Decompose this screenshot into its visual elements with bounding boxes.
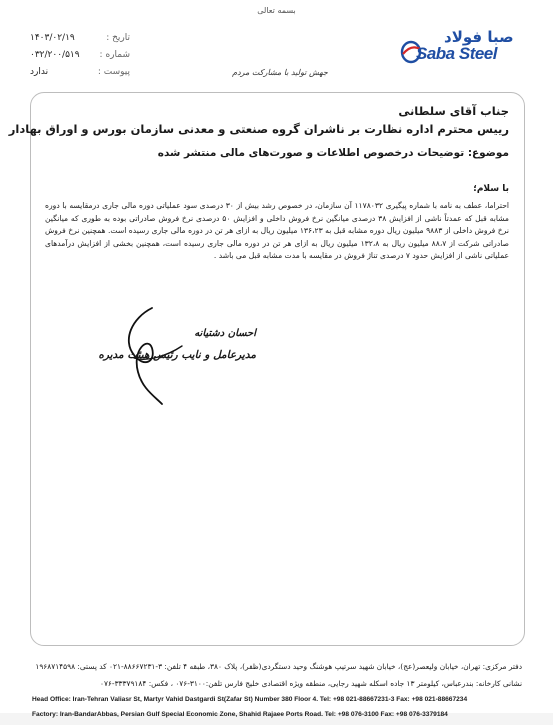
footer-hq-en: Head Office: Iran-Tehran Valiasr St, Martyr Vahid Dastgardi St(Zafar St) Number 380 Floor 4. Tel: +98 021-88667231-3 Fax: +98 021-88667234 [32, 696, 468, 703]
addressee-title: رییس محترم اداره نظارت بر ناشران گروه صنعتی و معدنی سازمان بورس و اوراق بهادار [8, 122, 509, 136]
greeting: با سلام؛ [473, 184, 509, 194]
footer-factory-fa: نشانی کارخانه: بندرعباس، کیلومتر ۱۳ جاده اسکله شهید رجایی، منطقه ویژه اقتصادی خلیج فارس تلفن:۳۱۰۰-۰۷۶ ، فکس: ۳۳۳۷۹۱۸۴-۰۷۶ [99, 679, 522, 688]
logo-text-en: Saba Steel [416, 44, 497, 63]
footer-factory-en: Factory: Iran-BandarAbbas, Persian Gulf Special Economic Zone, Shahid Rajaee Ports Road. Tel: +98 076-3100 Fax: +98 076-3379184 [32, 711, 448, 718]
letter-frame [30, 92, 525, 646]
date-value: ۱۴۰۳/۰۲/۱۹ [30, 33, 75, 43]
signer-title: مدیرعامل و نایب رئیس هیئت مدیره [98, 349, 256, 361]
bismillah-heading: بسمه تعالی [257, 6, 296, 15]
logo-text-fa: صبا فولاد [444, 28, 514, 46]
footer-hq-fa: دفتر مرکزی: تهران، خیابان ولیعصر(عج)، خیابان شهید سرتیپ هوشنگ وحید دستگردی(ظفر)، پلاک ۳۸۰، طبقه ۴ تلفن: ۳-۸۸۶۶۷۲۳۱-۰۲۱ کد پستی: ۱۹۶۸۷۱۴۵۹۸ [35, 662, 522, 671]
date-row [30, 33, 130, 43]
signer-name: احسان دشتیانه [194, 328, 256, 339]
number-row [30, 50, 130, 60]
addressee-name: جناب آقای سلطانی [398, 104, 509, 118]
number-value: ۰۳۲/۲۰۰/۵۱۹ [30, 50, 80, 60]
date-label: تاریخ : [106, 33, 130, 43]
attachment-value: ندارد [30, 67, 49, 77]
attachment-label: پیوست : [97, 67, 130, 77]
letter-subject: موضوع: توضیحات درخصوص اطلاعات و صورت‌های مالی منتشر شده [157, 147, 509, 159]
letter-body: احتراما، عطف به نامه با شماره پیگیری ۱۱۷۸۰۳۲ آن سازمان، در خصوص رشد بیش از ۳۰ درصدی سود عملیاتی دوره مالی جاری درمقایسه با دوره مشابه قبل که عمدتاً ناشی از افزایش ۳۸ درصدی میانگین نرخ فروش داخلی و افزایش ۵۰ درصدی نرخ فروش صادراتی بوده به طوری که میانگین نرخ فروش داخلی از ۹۸۸۳ میلیون ریال دوره مشابه قبل به ۱۳۶،۲۳ میلیون ریال به ازای هر تن در دوره مالی جاری رسیده است. همچنین نرخ فروش صادراتی شرکت از ۸۸،۷ میلیون ریال به ۱۳۲،۸ میلیون ریال به ازای هر تن در دوره مالی جاری رسیده است، همچنین بخشی از افزایش درآمدهای عملیاتی ناشی از افزایش حدود ۷ درصدی تناژ فروش در مقایسه با مدت مشابه قبل می باشد . [45, 201, 510, 261]
slogan: جهش تولید با مشارکت مردم [232, 68, 328, 77]
company-logo [398, 30, 528, 80]
number-label: شماره : [99, 50, 130, 60]
attachment-row [30, 67, 130, 77]
